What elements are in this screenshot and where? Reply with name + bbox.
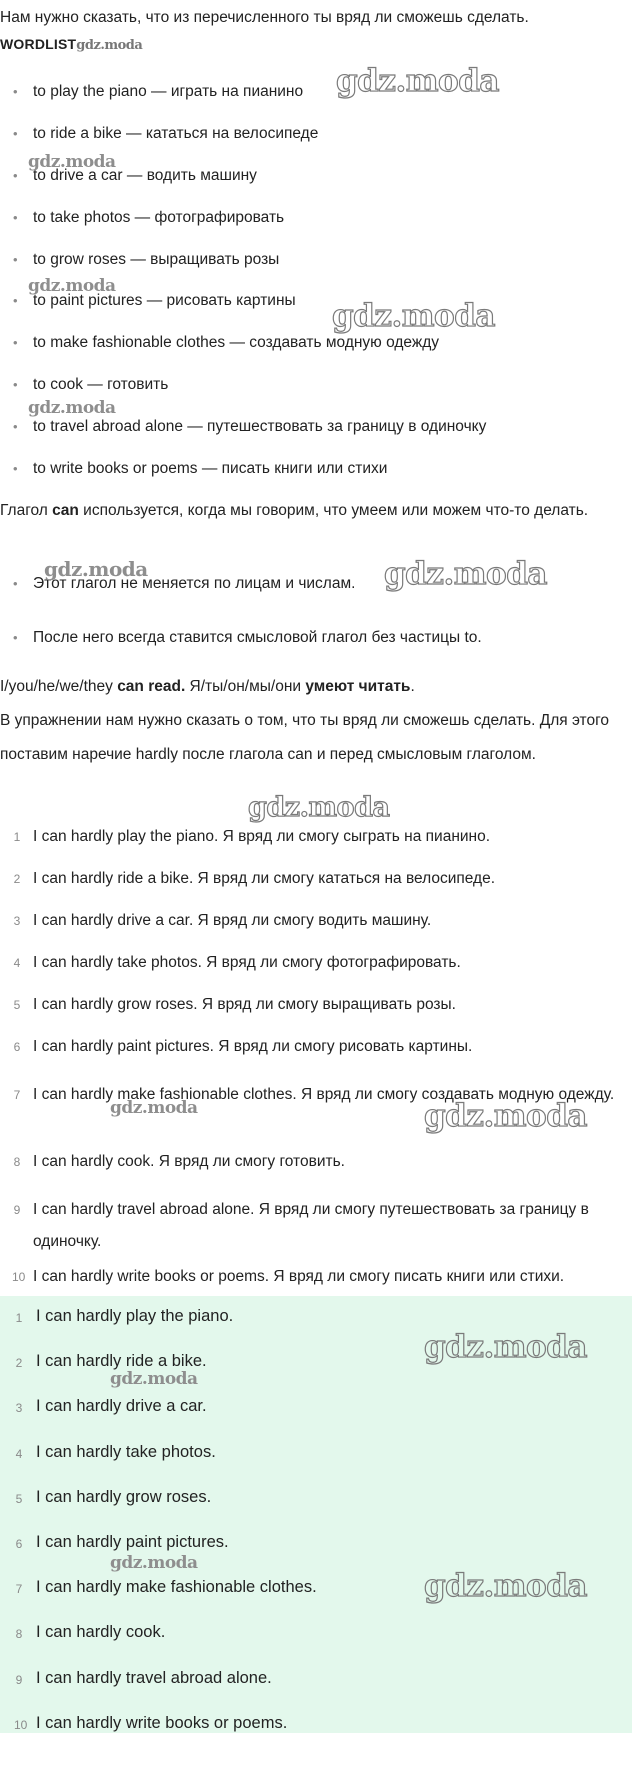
final-answer-row (0, 1477, 632, 1522)
list-item: • to write books or poems — писать книги или стихи (0, 459, 632, 501)
row-number: 4 (15, 1446, 23, 1461)
list-item: • to cook — готовить (0, 375, 632, 417)
answer-row (0, 953, 632, 995)
watermark: gdz.moda (424, 1098, 587, 1134)
example-text: I/you/he/we/they (0, 678, 118, 695)
watermark: gdz.moda (424, 1568, 587, 1604)
example-bold: can read. (117, 678, 186, 695)
final-answer-row (0, 1386, 632, 1431)
row-number: 9 (15, 1672, 23, 1687)
answer-text: I can hardly drive a car. Я вряд ли смогу водить машину. (33, 912, 432, 929)
row-number: 8 (15, 1627, 23, 1642)
answer-text: I can hardly write books or poems. (36, 1713, 288, 1732)
answer-text: I can hardly ride a bike. Я вряд ли смогу кататься на велосипеде. (33, 870, 496, 887)
answer-text: I can hardly paint pictures. (36, 1532, 229, 1551)
answer-row (0, 995, 632, 1037)
watermark: gdz.moda (248, 792, 390, 823)
list-item: • Этот глагол не меняется по лицам и числам. (0, 574, 632, 628)
row-number: 7 (15, 1582, 23, 1597)
answer-text: I can hardly travel abroad alone. Я вряд ли смогу путешествовать за границу в одиночку. (33, 1201, 589, 1250)
watermark: gdz.moda (28, 276, 116, 296)
grammar-paragraph (0, 494, 632, 528)
answer-row (0, 911, 632, 953)
wordlist-label: WORDLIST (0, 36, 77, 52)
row-number: 5 (15, 1491, 23, 1506)
grammar-bold: can (52, 502, 79, 519)
list-item: • to drive a car — водить машину (0, 166, 632, 208)
wordlist-heading (0, 36, 142, 53)
list-item: • to ride a bike — кататься на велосипеде (0, 124, 632, 166)
list-item: • to paint pictures — рисовать картины (0, 291, 632, 333)
example-text: . (410, 678, 415, 695)
watermark: gdz.moda (76, 38, 143, 53)
watermark: gdz.moda (110, 1553, 198, 1573)
answer-row (0, 827, 632, 869)
row-number: 9 (13, 1203, 21, 1217)
answer-text: I can hardly paint pictures. Я вряд ли смогу рисовать картины. (33, 1038, 473, 1055)
list-item: • После него всегда ставится смысловой глагол без частицы to. (0, 628, 632, 682)
answer-text: I can hardly cook. (36, 1623, 166, 1642)
row-number: 4 (13, 956, 21, 970)
answer-text: I can hardly grow roses. (36, 1487, 212, 1506)
intro-text: Нам нужно сказать, что из перечисленного ты вряд ли сможешь сделать. (0, 9, 529, 26)
watermark: gdz.moda (44, 557, 148, 581)
answer-row (0, 869, 632, 911)
answer-list (0, 827, 632, 1309)
answer-text: I can hardly take photos. (36, 1442, 216, 1461)
example-bold: умеют читать (305, 678, 411, 695)
watermark: gdz.moda (28, 398, 116, 418)
row-number: 8 (13, 1155, 21, 1169)
row-number: 2 (15, 1356, 23, 1371)
watermark: gdz.moda (110, 1098, 198, 1118)
list-item: • to make fashionable clothes — создавать модную одежду (0, 333, 632, 375)
row-number: 3 (15, 1401, 23, 1416)
row-number: 10 (14, 1717, 28, 1732)
answer-text: I can hardly ride a bike. (36, 1352, 207, 1371)
final-answer-row (0, 1432, 632, 1477)
answer-text: I can hardly play the piano. (36, 1307, 234, 1325)
grammar-text: Глагол (0, 502, 53, 519)
answer-text: I can hardly drive a car. (36, 1397, 207, 1416)
row-number: 1 (13, 830, 21, 844)
answer-row (0, 1037, 632, 1079)
list-item: • to travel abroad alone — путешествовать за границу в одиночку (0, 417, 632, 459)
answer-text: I can hardly take photos. Я вряд ли смогу фотографировать. (33, 954, 461, 971)
final-answer-row (0, 1522, 632, 1567)
row-number: 3 (13, 914, 21, 928)
answer-text: I can hardly travel abroad alone. (36, 1668, 272, 1687)
row-number: 1 (15, 1311, 23, 1325)
watermark: gdz.moda (28, 152, 116, 172)
watermark: gdz.moda (424, 1329, 587, 1365)
row-number: 6 (15, 1536, 23, 1551)
watermark: gdz.moda (384, 556, 547, 592)
watermark: gdz.moda (110, 1369, 198, 1389)
row-number: 5 (13, 998, 21, 1012)
final-answer-row (0, 1658, 632, 1703)
answer-row (0, 1152, 632, 1194)
answer-text: I can hardly play the piano. Я вряд ли смогу сыграть на пианино. (33, 828, 491, 845)
list-item: • to take photos — фотографировать (0, 208, 632, 250)
final-answer-row (0, 1612, 632, 1657)
answer-text: I can hardly write books or poems. Я вряд ли смогу писать книги или стихи. (33, 1268, 565, 1285)
answer-text: I can hardly grow roses. Я вряд ли смогу выращивать розы. (33, 996, 456, 1013)
row-number: 2 (13, 872, 21, 886)
row-number: 10 (12, 1270, 26, 1284)
list-item: • to play the piano — играть на пианино (0, 82, 632, 124)
answer-row (0, 1194, 632, 1267)
example-text: Я/ты/он/мы/они (185, 678, 306, 695)
answer-text: I can hardly make fashionable clothes. Я вряд ли смогу создавать модную одежду. (33, 1086, 615, 1103)
watermark: gdz.moda (332, 298, 495, 334)
answer-text: I can hardly make fashionable clothes. (36, 1578, 317, 1597)
list-item: • to grow roses — выращивать розы (0, 250, 632, 292)
row-number: 6 (13, 1040, 21, 1054)
final-answer-row (0, 1703, 632, 1748)
grammar-text: используется, когда мы говорим, что умеем или можем что-то делать. (78, 502, 589, 519)
exercise-explanation: В упражнении нам нужно сказать о том, что ты вряд ли сможешь сделать. Для этого поставим наречие hardly после глагола can и перед смысловым глаголом. (0, 712, 610, 763)
example-line (0, 677, 415, 697)
watermark: gdz.moda (336, 63, 499, 99)
answer-text: I can hardly cook. Я вряд ли смогу готовить. (33, 1153, 345, 1170)
row-number: 7 (13, 1088, 21, 1102)
